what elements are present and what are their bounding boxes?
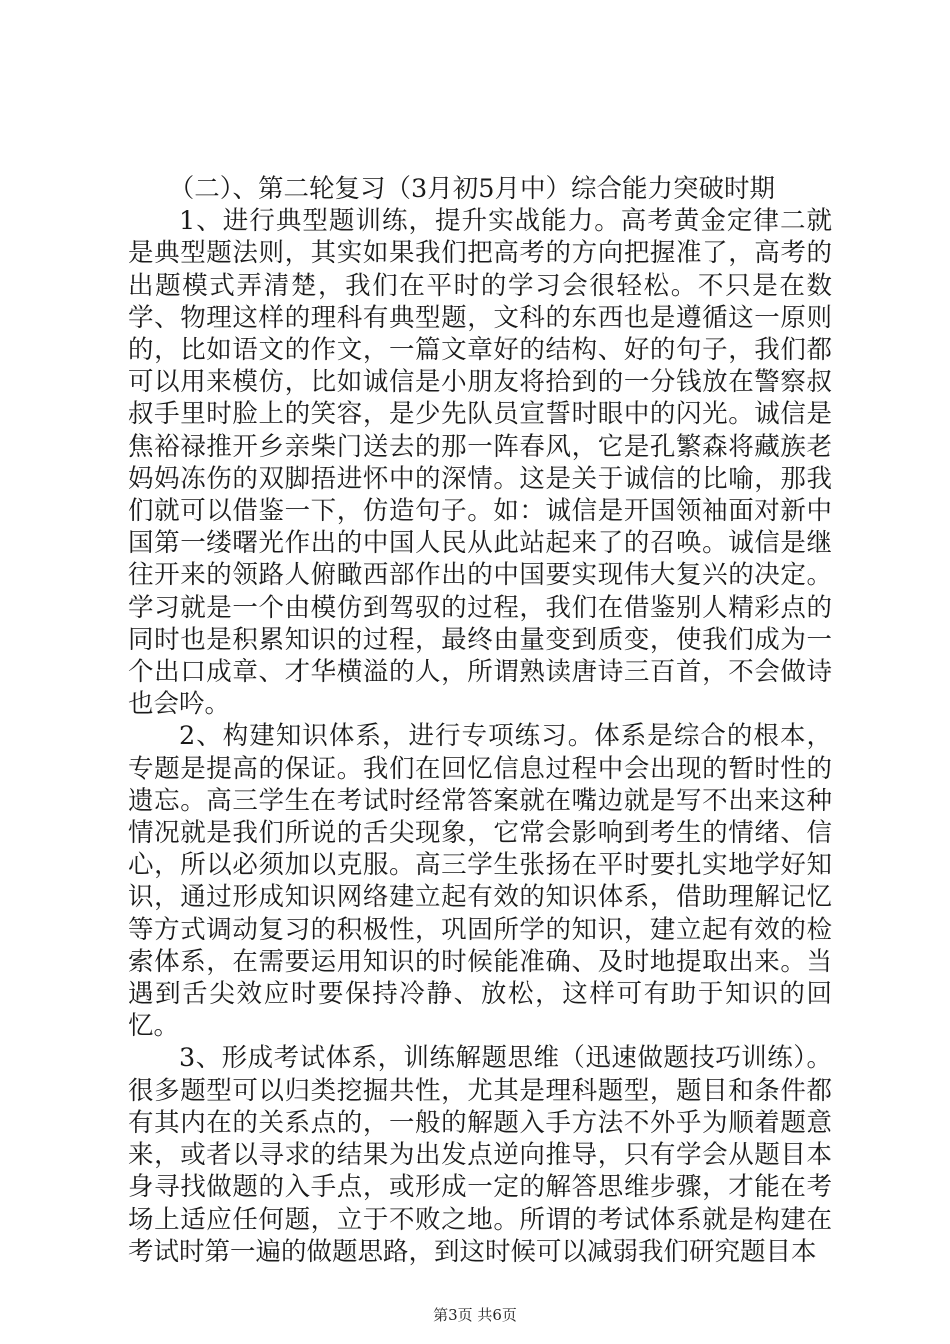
- page-footer: 第3页 共6页: [433, 1306, 517, 1324]
- paragraph-3: 3、形成考试体系，训练解题思维（迅速做题技巧训练）。很多题型可以归类挖掘共性，尤其是理科题型，题目和条件都有其内在的关系点的，一般的解题入手方法不外乎为顺着题意来，或者以寻求的结果为出发点逆向推导，只有学会从题目本身寻找做题的入手点，或形成一定的解答思维步骤，才能在考场上适应任何题，立于不败之地。所谓的考试体系就是构建在考试时第一遍的做题思路，到这时候可以减弱我们研究题目本: [128, 1043, 832, 1267]
- document-body: [128, 173, 832, 1268]
- paragraph-2: 2、构建知识体系，进行专项练习。体系是综合的根本，专题是提高的保证。我们在回忆信息过程中会出现的暂时性的遗忘。高三学生在考试时经常答案就在嘴边就是写不出来这种情况就是我们所说的舌尖现象，它常会影响到考生的情绪、信心，所以必须加以克服。高三学生张扬在平时要扎实地学好知识，通过形成知识网络建立起有效的知识体系，借助理解记忆等方式调动复习的积极性，巩固所学的知识，建立起有效的检索体系，在需要运用知识的时候能准确、及时地提取出来。当遇到舌尖效应时要保持冷静、放松，这样可有助于知识的回忆。: [128, 721, 832, 1042]
- paragraph-1: 1、进行典型题训练，提升实战能力。高考黄金定律二就是典型题法则，其实如果我们把高考的方向把握准了，高考的出题模式弄清楚，我们在平时的学习会很轻松。不只是在数学、物理这样的理科有典型题，文科的东西也是遵循这一原则的，比如语文的作文，一篇文章好的结构、好的句子，我们都可以用来模仿，比如诚信是小朋友将拾到的一分钱放在警察叔叔手里时脸上的笑容，是少先队员宣誓时眼中的闪光。诚信是焦裕禄推开乡亲柴门送去的那一阵春风，它是孔繁森将藏族老妈妈冻伤的双脚捂进怀中的深情。这是关于诚信的比喻，那我们就可以借鉴一下，仿造句子。如：诚信是开国领袖面对新中国第一缕曙光作出的中国人民从此站起来了的召唤。诚信是继往开来的领路人俯瞰西部作出的中国要实现伟大复兴的决定。学习就是一个由模仿到驾驭的过程，我们在借鉴别人精彩点的同时也是积累知识的过程，最终由量变到质变，使我们成为一个出口成章、才华横溢的人，所谓熟读唐诗三百首，不会做诗也会吟。: [128, 206, 832, 720]
- section-heading: （二）、第二轮复习（3月初5月中）综合能力突破时期: [168, 174, 775, 204]
